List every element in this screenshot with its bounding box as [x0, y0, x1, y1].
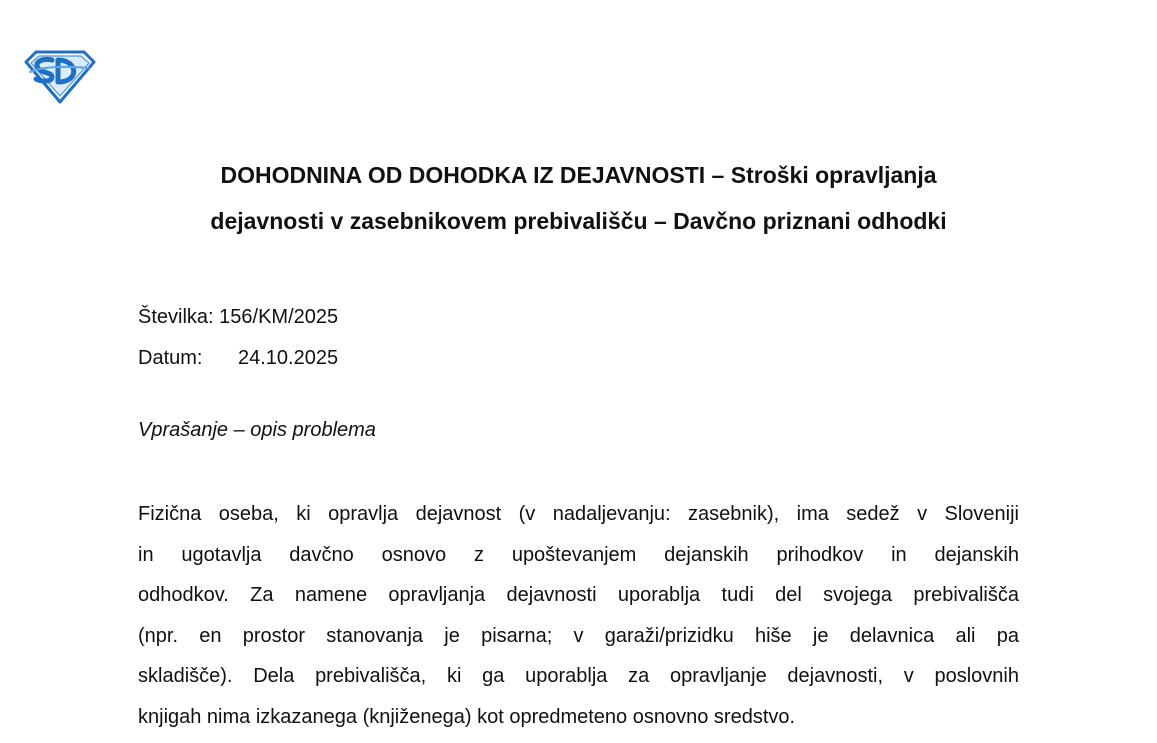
body-line: skladišče). Dela prebivališča, ki ga uporablja za opravljanje dejavnosti, v poslovnih [138, 665, 1019, 687]
body-line: odhodkov. Za namene opravljanja dejavnosti uporablja tudi del svojega prebivališča [138, 584, 1019, 606]
title-line-1: DOHODNINA OD DOHODKA IZ DEJAVNOSTI – Stroški opravljanja [220, 162, 937, 188]
number-label: Številka: [138, 306, 214, 328]
body-line: (npr. en prostor stanovanja je pisarna; v garaži/prizidku hiše je delavnica ali pa [138, 624, 1019, 647]
body-paragraph [138, 494, 1019, 737]
number-value: 156/KM/2025 [219, 306, 339, 328]
body-line: in ugotavlja davčno osnovo z upoštevanjem dejanskih prihodkov in dejanskih [138, 543, 1019, 566]
date-row [138, 338, 338, 379]
section-heading: Vprašanje – opis problema [138, 419, 376, 441]
document-title [100, 152, 1057, 244]
body-line: Fizična oseba, ki opravlja dejavnost (v nadaljevanju: zasebnik), ima sedež v Sloveniji [138, 503, 1019, 525]
date-label: Datum: [138, 347, 203, 369]
body-line: knjigah nima izkazanega (knjiženega) kot opredmeteno osnovno sredstvo. [138, 705, 796, 728]
date-value: 24.10.2025 [238, 347, 339, 369]
sd-diamond-logo-icon [22, 48, 96, 104]
document-meta [138, 297, 338, 379]
title-line-2: dejavnosti v zasebnikovem prebivališču – Davčno priznani odhodki [210, 208, 947, 234]
number-row [138, 297, 338, 338]
